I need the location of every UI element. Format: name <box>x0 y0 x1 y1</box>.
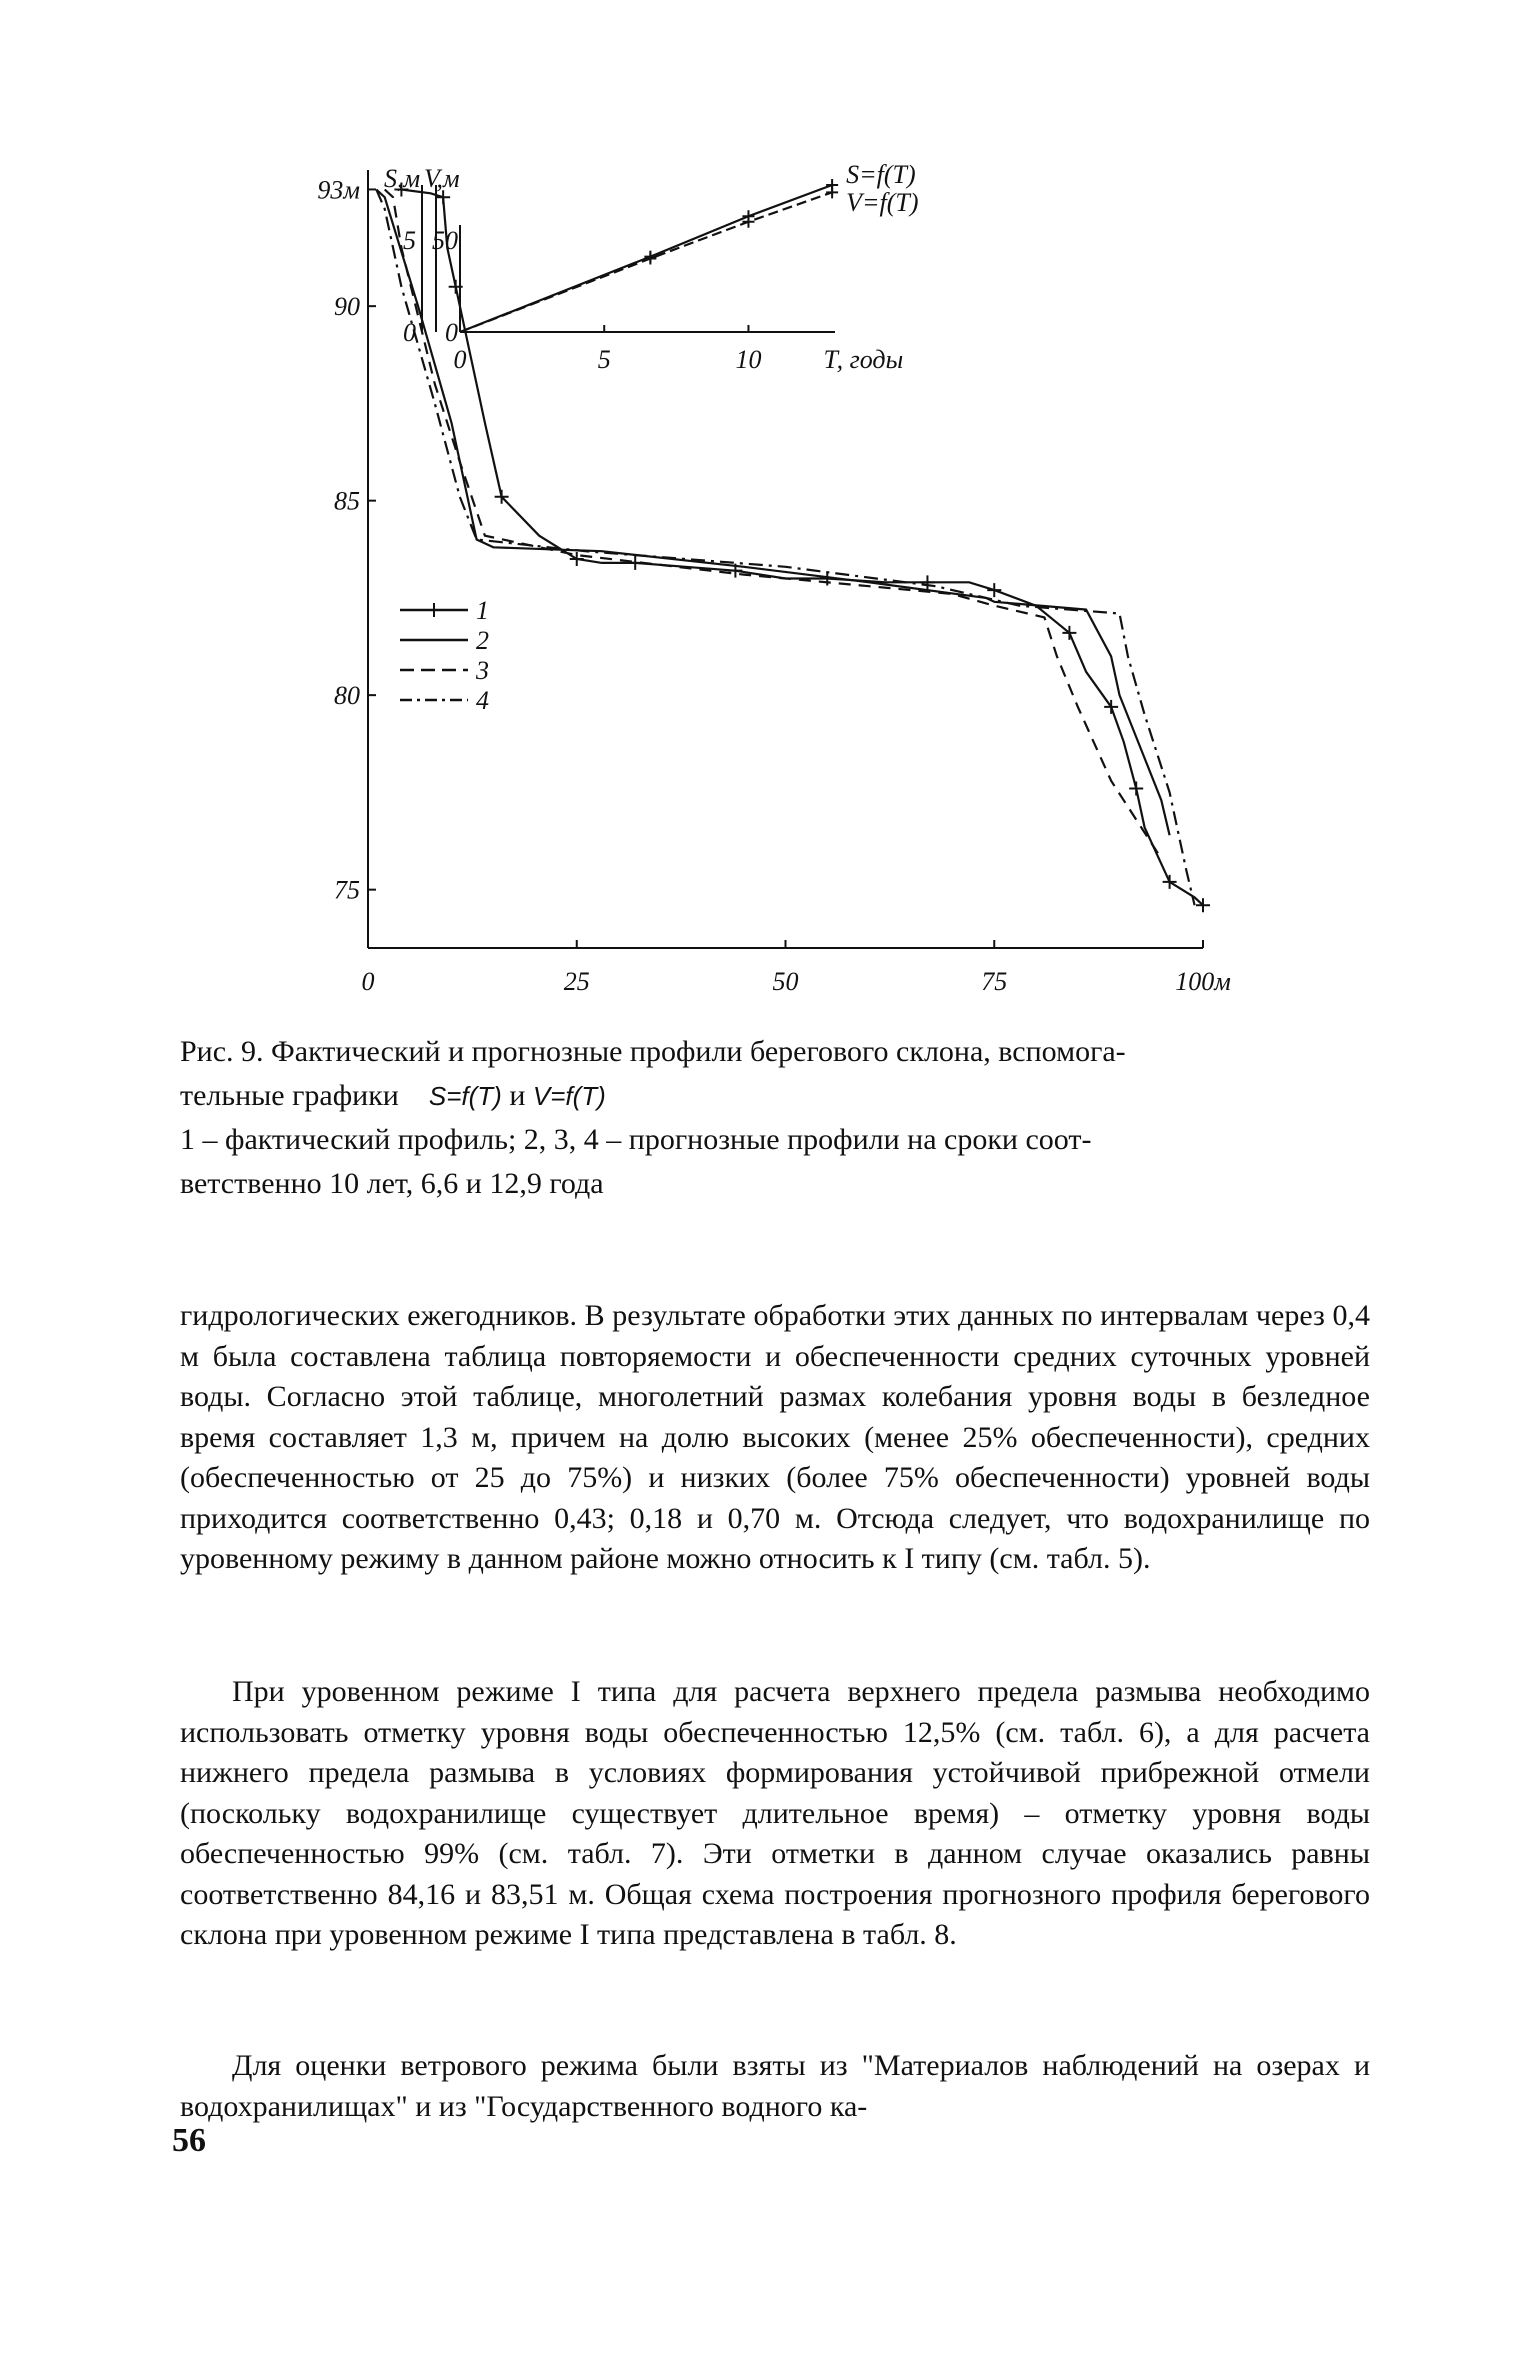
y-tick-label: 85 <box>334 486 360 516</box>
inset-marker <box>826 186 838 198</box>
profile-marker-1 <box>1104 700 1118 714</box>
inset-s-tick-label: 5 <box>403 226 416 256</box>
legend-label-3: 3 <box>476 656 489 685</box>
profile-line-2 <box>376 190 1169 836</box>
profile-line-3 <box>385 190 1162 859</box>
main-chart-axes <box>317 170 1230 996</box>
legend-label-1: 1 <box>476 596 489 625</box>
inset-legend-V: V=f(T) <box>846 188 919 217</box>
caption-line-3: 1 – фактический профиль; 2, 3, 4 – прогнозные профили на сроки соот- <box>180 1123 1092 1156</box>
x-tick-label: 75 <box>981 967 1008 996</box>
figure-caption <box>180 1030 1370 1206</box>
inset-legend-S: S=f(T) <box>846 160 916 189</box>
figure-9 <box>300 140 1260 1020</box>
inset-x-axis-label: Т, годы <box>823 345 904 374</box>
y-tick-label: 90 <box>334 292 360 322</box>
profile-marker-1 <box>920 575 934 589</box>
y-tick-label: 93м <box>317 175 360 205</box>
caption-line-1: Рис. 9. Фактический и прогнозные профили берегового склона, вспомога- <box>180 1035 1126 1068</box>
inset-s-axis-label: S,м <box>384 164 421 193</box>
main-chart-series <box>376 182 1210 912</box>
legend-label-4: 4 <box>476 686 489 715</box>
y-tick-label: 80 <box>334 681 360 711</box>
paragraph-1: гидрологических ежегодников. В результате обработки этих данных по интервалам через 0,4 м была составлена таблица повторяемости и обеспеченности средних суточных уровней воды. Согласно этой таблице, многолетний размах колебания уровня воды в безледное время составляет 1,3 м, причем на долю высоких (менее 25% обеспеченности), средних (обеспеченностью от 25 до 75%) и низких (более 75% обеспеченности) уровней воды приходится соответственно 0,43; 0,18 и 0,70 м. Отсюда следует, что водохранилище по уровенному режиму в данном районе можно относить к I типу (см. табл. 5). <box>180 1299 1370 1575</box>
chart-legend <box>400 596 489 715</box>
inset-x-tick-label: 0 <box>453 345 467 374</box>
inset-x-tick-label: 10 <box>735 345 762 374</box>
inset-v-tick-label: 50 <box>432 226 458 256</box>
page-number: 56 <box>172 2122 206 2159</box>
x-tick-label: 25 <box>563 967 590 996</box>
x-tick-label: 0 <box>361 967 375 996</box>
profile-marker-1 <box>1129 782 1143 796</box>
profile-marker-1 <box>1163 875 1177 889</box>
y-tick-label: 75 <box>334 875 360 905</box>
caption-line-4: ветственно 10 лет, 6,6 и 12,9 года <box>180 1167 604 1200</box>
x-tick-label: 50 <box>772 967 799 996</box>
inset-s-tick-label: 0 <box>403 318 416 347</box>
caption-line-2: тельные графики S=f(T) и V=f(T) <box>180 1079 606 1112</box>
inset-v-tick-label: 0 <box>445 318 458 347</box>
inset-x-tick-label: 5 <box>597 345 611 374</box>
inset-v-axis-label: V,м <box>424 164 460 193</box>
profile-marker-1 <box>987 583 1001 597</box>
paragraph-2: При уровенном режиме I типа для расчета верхнего предела размыва необходимо использовать отметку уровня воды обеспеченностью 12,5% (см. табл. 6), а для расчета нижнего предела размыва в условиях формирования устойчивой прибрежной отмели (поскольку водохранилище существует длительное время) – отметку уровня воды обеспеченностью 99% (см. табл. 7). Эти отметки в данном случае оказались равны соответственно 84,16 и 83,51 м. Общая схема построения прогнозного профиля берегового склона при уровенном режиме I типа представлена в табл. 8. <box>180 1675 1370 1951</box>
paragraph-3: Для оценки ветрового режима были взяты из "Материалов наблюдений на озерах и водохранилищах" и из "Государственного водного ка- <box>180 2049 1370 2123</box>
legend-label-2: 2 <box>476 626 489 655</box>
x-tick-label: 100м <box>1175 967 1231 996</box>
inset-chart <box>384 160 919 374</box>
